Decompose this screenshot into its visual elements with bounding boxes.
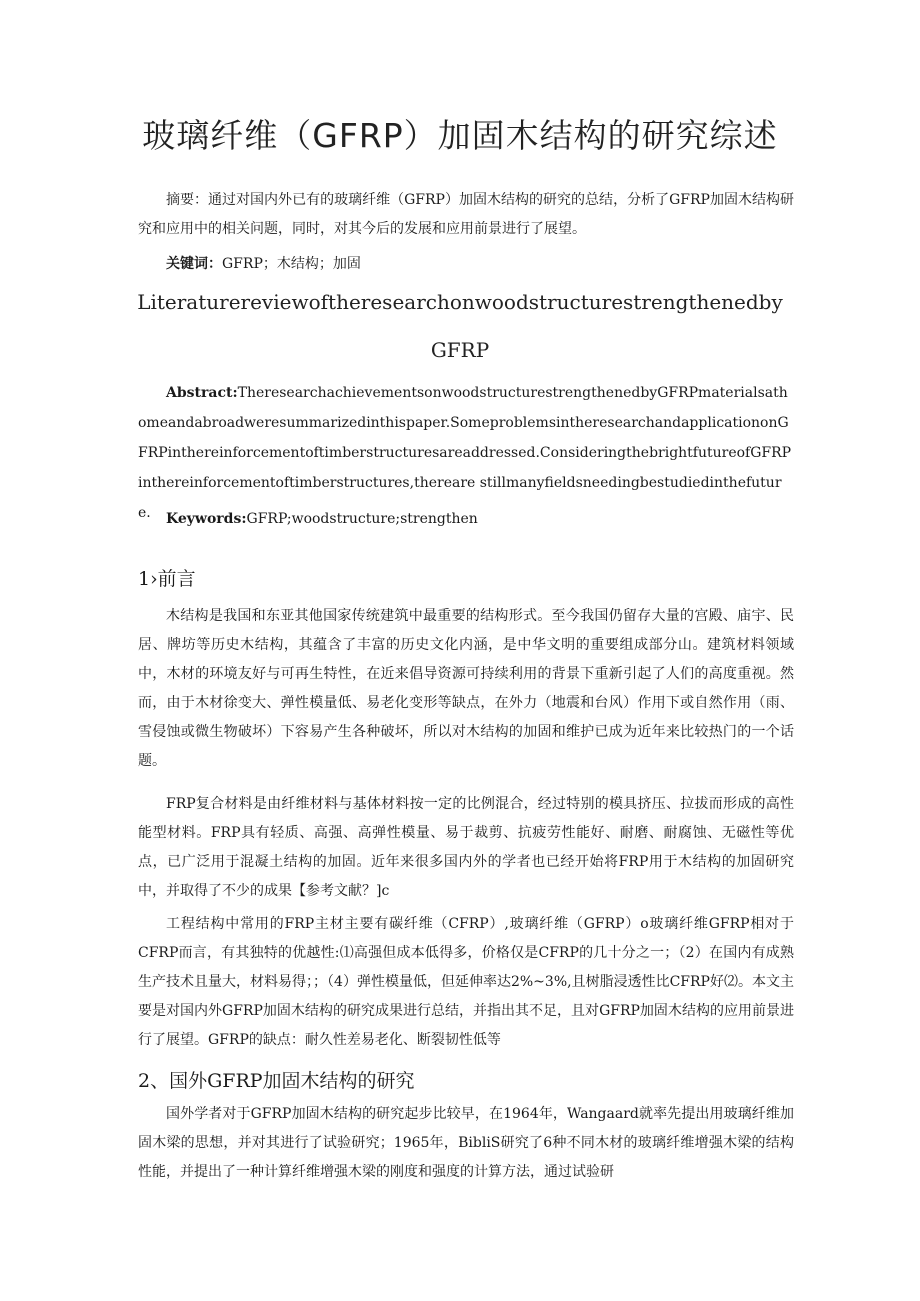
section-1-paragraph-2: FRP复合材料是由纤维材料与基体材料按一定的比例混合，经过特别的模具挤压、拉拔而形成的高性能型材料。FRP具有轻质、高强、高弹性模量、易于裁剪、抗疲劳性能好、耐磨、耐腐蚀、无磁性等优点，已广泛用于混凝土结构的加固。近年来很多国内外的学者也已经开始将FRP用于木结构的加固研究中，并取得了不少的成果【参考文献？]c xyxy=(138,796,794,899)
keywords-chinese-text: GFRP；木结构；加固 xyxy=(222,256,361,272)
section-1-paragraph-3: 工程结构中常用的FRP主材主要有碳纤维（CFRP）,玻璃纤维（GFRP）o玻璃纤维GFRP相对于CFRP而言，有其独特的优越性:⑴高强但成本低得多，价格仅是CFRP的几十分之一；（2）在国内有成熟生产技术且量大，材料易得；；（4）弹性模量低，但延伸率达2%~3%,且树脂浸透性比CFRP好⑵。本文主要是对国内外GFRP加固木结构的研究成果进行总结，并指出其不足，且对GFRP加固木结构的应用前景进行了展望。GFRP的缺点：耐久性差易老化、断裂韧性低等 xyxy=(138,916,794,1048)
paper-title: 玻璃纤维（GFRP）加固木结构的研究综述 xyxy=(142,116,778,155)
abstract-english-text: TheresearchachievementsonwoodstructurestrengthenedbyGFRPmaterialsathomeandabroadweresummarizedinthispaper.SomeproblemsintheresearchandapplicationonGFRPinthereinforcementoftimberstructuresareaddressed.ConsideringthebrightfutureofGFRPinthereinforcementoftimberstructures,thereare stillmanyfieldsneedingbestudiedinthefuture. xyxy=(138,385,792,521)
keywords-chinese-label: 关键词： xyxy=(166,256,222,272)
section-1-paragraph-1: 木结构是我国和东亚其他国家传统建筑中最重要的结构形式。至今我国仍留存大量的宫殿、庙宇、民居、牌坊等历史木结构，其蕴含了丰富的历史文化内涵，是中华文明的重要组成部分山。建筑材料领域中，木材的环境友好与可再生特性，在近来倡导资源可持续利用的背景下重新引起了人们的高度重视。然而，由于木材徐变大、弹性模量低、易老化变形等缺点，在外力（地震和台风）作用下或自然作用（雨、雪侵蚀或微生物破坏）下容易产生各种破坏，所以对木结构的加固和维护已成为近年来比较热门的一个话题。 xyxy=(138,608,794,769)
section-2-heading: 2、国外GFRP加固木结构的研究 xyxy=(138,1070,415,1092)
section-1-heading: 1›前言 xyxy=(138,568,196,590)
abstract-english-label: Abstract: xyxy=(166,385,238,401)
keywords-english xyxy=(138,505,794,534)
english-title-line-1: Literaturereviewoftheresearchonwoodstructurestrengthenedby xyxy=(137,290,783,314)
english-title-line-2: GFRP xyxy=(430,338,490,362)
abstract-chinese: 摘要：通过对国内外已有的玻璃纤维（GFRP）加固木结构的研究的总结，分析了GFRP加固木结构研究和应用中的相关问题，同时，对其今后的发展和应用前景进行了展望。 xyxy=(138,192,794,237)
keywords-chinese xyxy=(138,250,794,279)
keywords-english-text: GFRP;woodstructure;strengthen xyxy=(246,511,478,527)
keywords-english-label: Keywords: xyxy=(166,511,247,527)
section-2-paragraph-1: 国外学者对于GFRP加固木结构的研究起步比较早，在1964年，Wangaard就率先提出用玻璃纤维加固木梁的思想，并对其进行了试验研究；1965年，BibliS研究了6种不同木材的玻璃纤维增强木梁的结构性能，并提出了一种计算纤维增强木梁的刚度和强度的计算方法，通过试验研 xyxy=(138,1106,794,1180)
